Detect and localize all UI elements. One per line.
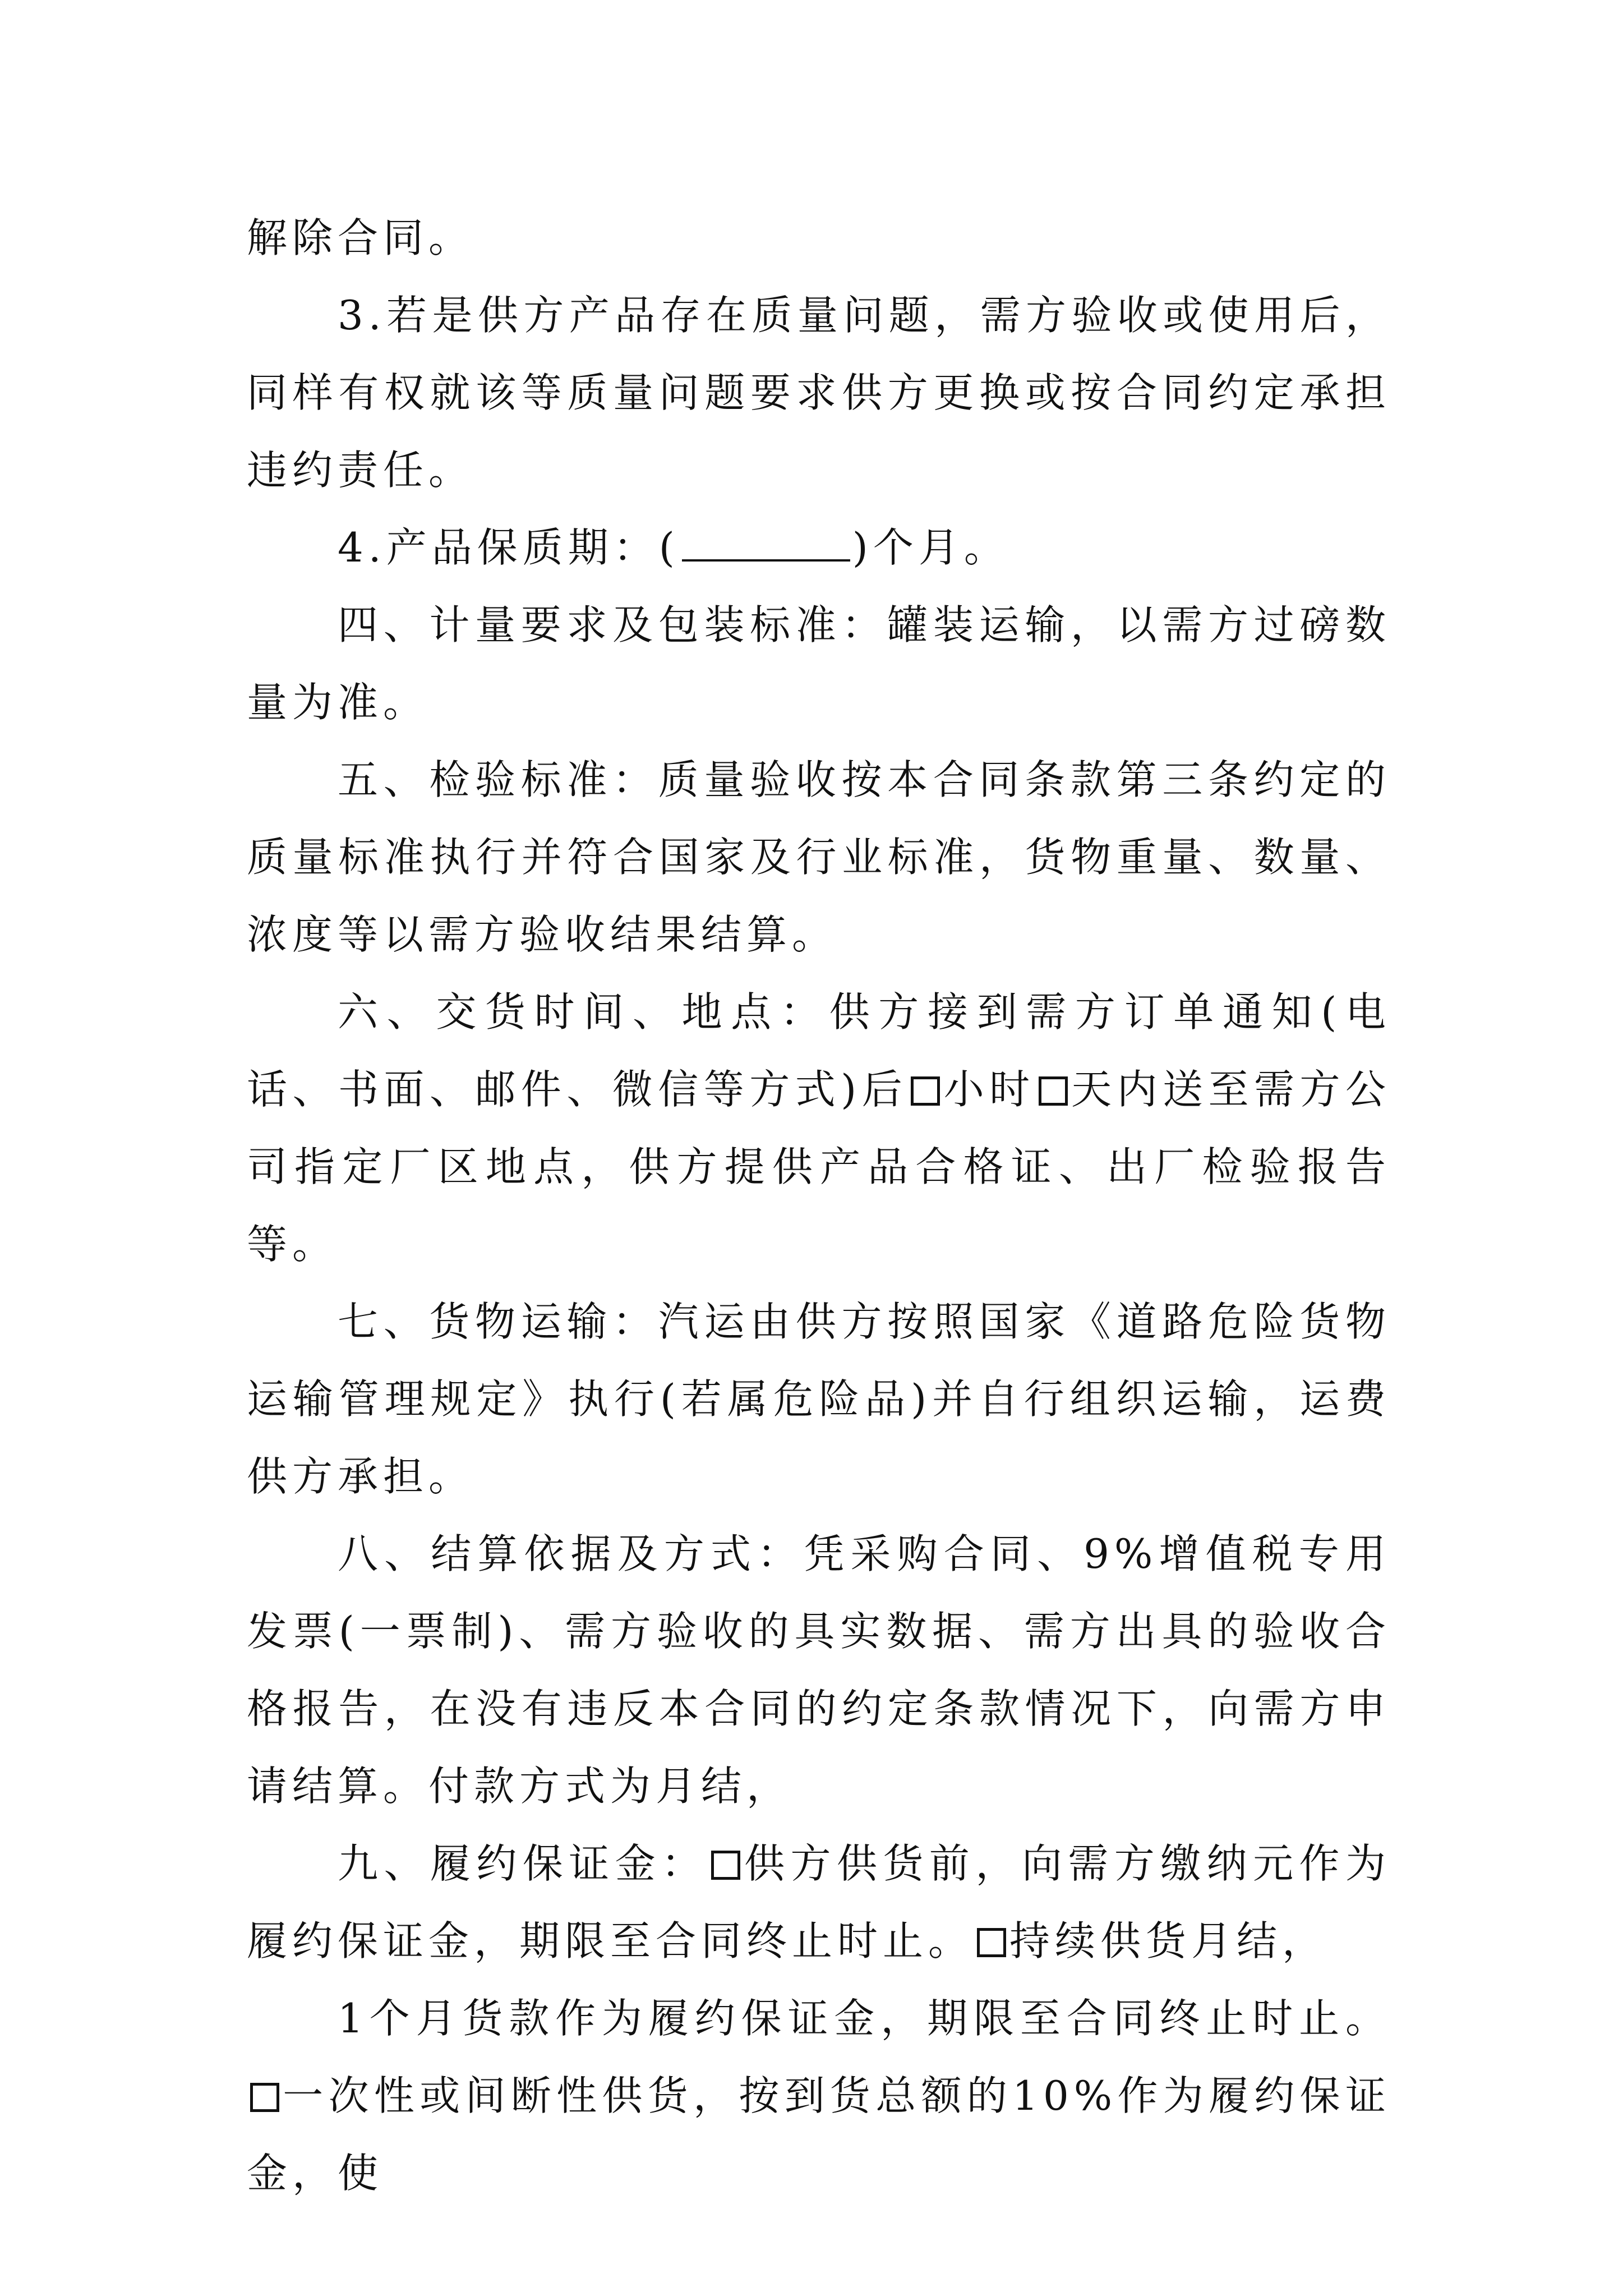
paragraph-text: 小时 [943,1066,1035,1113]
days-checkbox [1039,1076,1068,1106]
paragraph-text: 八、结算依据及方式：凭采购合同、9%增值税专用发票(一票制)、需方验收的具实数据、需方出具的验收合格报告，在没有违反本合同的约定条款情况下，向需方申请结算。付款方式为月结， [247,1530,1391,1810]
prepayment-bond-checkbox [711,1851,740,1880]
paragraph-text: 解除合同。 [247,214,474,261]
paragraph-performance-bond [247,1825,1391,1980]
document-page [247,199,1391,2212]
paragraph-text: 持续供货月结， [1009,1917,1328,1964]
paragraph-text: 3.若是供方产品存在质量问题，需方验收或使用后，同样有权就该等质量问题要求供方更换或按合同约定承担违约责任。 [247,292,1391,494]
paragraph-text: 供方供货前，向需方缴纳元作为履约保证金，期限至合同终止时止。 [247,1840,1391,1964]
monthly-supply-checkbox [977,1928,1006,1957]
one-time-supply-checkbox [250,2083,279,2112]
paragraph-measurement-packaging [247,586,1391,741]
paragraph-contract-termination [247,199,1391,277]
paragraph-quality-issue [247,277,1391,509]
paragraph-text: 四、计量要求及包装标准：罐装运输，以需方过磅数量为准。 [247,601,1391,726]
paragraph-text: 一次性或间断性供货，按到货总额的10%作为履约保证金，使 [247,2072,1391,2197]
warranty-months-blank [682,526,850,562]
paragraph-warranty-period [247,509,1391,586]
paragraph-text: 五、检验标准：质量验收按本合同条款第三条约定的质量标准执行并符合国家及行业标准，货物重量、数量、浓度等以需方验收结果结算。 [247,756,1391,958]
paragraph-text: 七、货物运输：汽运由供方按照国家《道路危险货物运输管理规定》执行(若属危险品)并自行组织运输，运费供方承担。 [247,1298,1391,1500]
paragraph-text: 六、交货时间、地点：供方接到需方订单通知(电话、书面、邮件、微信等方式)后 [247,988,1391,1113]
paragraph-text: 九、履约保证金： [338,1840,708,1887]
paragraph-inspection-standard [247,741,1391,973]
paragraph-text: 天内送至需方公司指定厂区地点，供方提供产品合格证、出厂检验报告等。 [247,1066,1391,1268]
paragraph-text: 1个月货款作为履约保证金，期限至合同终止时止。 [338,1995,1391,2042]
hours-checkbox [911,1076,940,1106]
paragraph-bond-continued [247,1980,1391,2212]
paragraph-transportation [247,1283,1391,1515]
paragraph-text: )个月。 [852,524,1009,571]
paragraph-delivery-time-place [247,973,1391,1283]
paragraph-settlement [247,1515,1391,1825]
paragraph-text: 4.产品保质期：( [338,524,680,571]
